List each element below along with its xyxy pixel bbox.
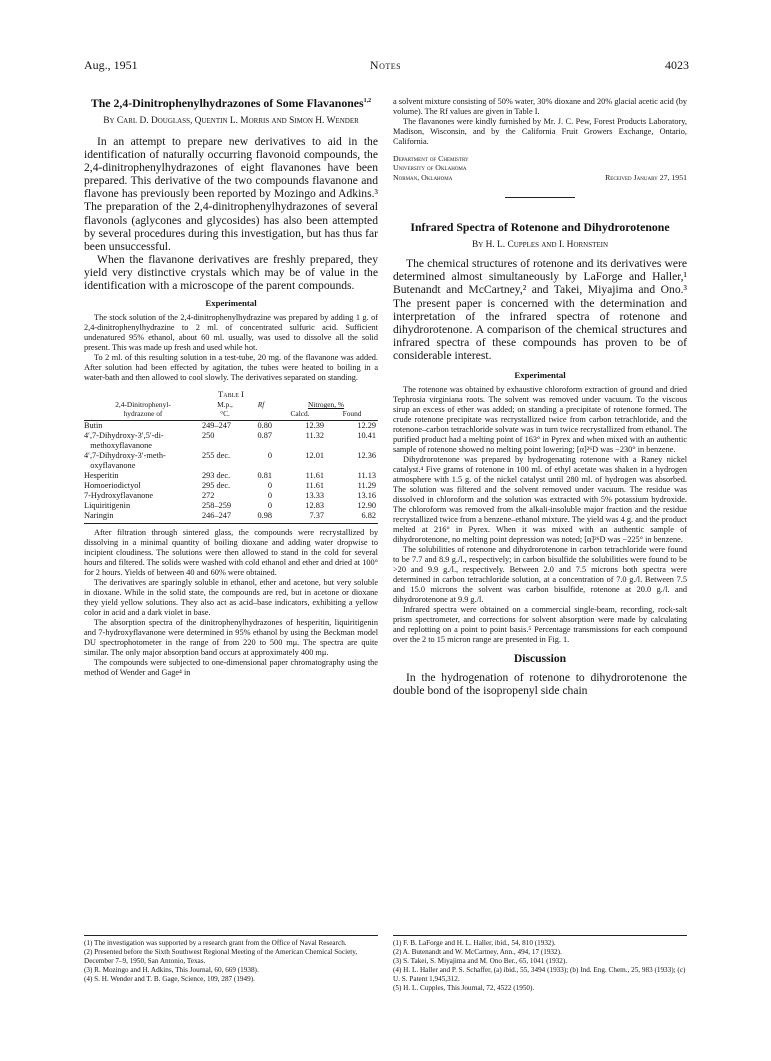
discussion-paragraph: In the hydrogenation of rotenone to dihydrorotenone the double bond of the isopropenyl side chain <box>393 670 687 698</box>
table-cell-calcd: 7.37 <box>309 511 324 521</box>
experimental-heading-right: Experimental <box>514 369 566 380</box>
experimental-paragraph: The solubilities of rotenone and dihydrorotenone in carbon tetrachloride were found to be 7.7 and 8.9 g./l., respectively; in carbon bisulfide the solubilities were found to be >20 and 9.9 g./l., respectively. Between 2.0 and 7.5 microns both spectra were determined in carbon tetrachloride solution, at a concentration of 7.0 g./l. Between 7.5 and 15.0 microns the solvent was carbon bisulfide, rotenone at 20.0 g./l. and dihydrorotenone at 9.9 g./l. <box>393 544 687 604</box>
footnote: (1) F. B. LaForge and H. L. Haller, ibid., 54, 810 (1932). <box>393 939 556 947</box>
table-cell-calcd: 13.33 <box>305 491 324 501</box>
footnotes-left <box>84 935 378 984</box>
table-cell-compound: Liquiritigenin <box>84 501 131 511</box>
table-cell-found: 12.36 <box>357 451 376 461</box>
table-header-nitrogen: Nitrogen, % <box>307 400 345 410</box>
intro-paragraph: When the flavanone derivatives are freshly prepared, they yield very distinctive crystals which may be of value in the identification with a microscope of the parent compounds. <box>84 252 378 293</box>
affiliation-city: Norman, Oklahoma <box>393 172 453 182</box>
authors-rotenone: H. L. Cupples and I. Hornstein <box>485 240 609 251</box>
table-row <box>84 451 378 471</box>
table-caption: Table I <box>218 389 244 400</box>
article-title-footnote-marks: 1,2 <box>363 98 372 105</box>
affiliation-block <box>393 154 687 182</box>
table-row <box>84 491 378 501</box>
article-separator <box>505 197 575 198</box>
table-cell-rf: 0 <box>267 451 272 461</box>
table-cell-mp: 258–259 <box>202 501 232 511</box>
table-header-nitrogen-group <box>274 401 378 418</box>
experimental-paragraph: Infrared spectra were obtained on a commercial single-beam, recording, rock-salt prism spectrometer, and corrections for solvent absorption were made by calculating and replotting on a point to point basis.⁵ Percentage transmissions for each compound over the 2 to 15 micron range are presented in Fig. 1. <box>393 604 687 644</box>
table-cell-calcd: 11.32 <box>305 431 324 441</box>
table-header-mp: M.p., °C. <box>217 400 233 418</box>
intro-flavanones <box>84 135 378 292</box>
results-paragraph: The absorption spectra of the dinitrophenylhydrazones of hesperitin, liquiritigenin and 7-hydroxyflavanone were determined in 95% ethanol by using the Beckman model DU spectrophotometer in the range of from 220 to 500 mμ. The spectra are quite similar. The only major absorption band occurs at approximately 400 mμ. <box>84 618 378 658</box>
discussion-heading: Discussion <box>513 651 567 665</box>
experimental-paragraph: The rotenone was obtained by exhaustive chloroform extraction of ground and dried Tephrosia virginiana roots. The solvent was removed under vacuum. To the viscous sirup an excess of ether was added; on standing a precipitate of rotenone formed. The crude rotenone precipitate was recrystallized twice from carbon tetrachloride, and the rotenone–carbon tetrachloride solvate was in turn twice recrystallized from ethanol. The purified product had a melting point of 163° in Pyrex and when mixed with an authentic sample of rotenone showed no melting point lowering; [α]²⁶D was −230° in benzene. <box>393 384 687 454</box>
intro-rotenone <box>393 257 687 362</box>
footnote: (2) A. Butenandt and W. McCartney, Ann., 494, 17 (1932). <box>393 947 562 956</box>
table-cell-rf: 0.87 <box>257 431 272 441</box>
byline-by: By <box>471 240 484 251</box>
table-cell-calcd: 12.01 <box>305 451 324 461</box>
results-paragraph: The compounds were subjected to one-dimensional paper chromatography using the method of Wender and Gage⁴ in <box>84 658 378 678</box>
table-cell-mp: 250 <box>202 431 215 441</box>
table-cell-calcd: 11.61 <box>305 471 324 481</box>
affiliation-university: University of Oklahoma <box>393 163 467 173</box>
table-cell-mp: 249–247 <box>202 421 232 431</box>
table-cell-found: 10.41 <box>357 431 376 441</box>
byline-rotenone <box>393 240 687 251</box>
byline-by: By <box>103 116 115 126</box>
continuation-paragraph: a solvent mixture consisting of 50% water, 30% dioxane and 20% glacial acetic acid (by volume). The Rf values are given in Table I. <box>393 97 687 116</box>
table-cell-mp: 255 dec. <box>202 451 231 461</box>
results-paragraph: The derivatives are sparingly soluble in ethanol, ether and acetone, but very soluble in dioxane. While in the solid state, the compounds are red, but in acetone or dioxane they yield yellow solutions. They also act as acid–base indicators, exhibiting a yellow color in acid and a dark violet in base. <box>84 578 378 618</box>
table-cell-compound: 4′,7-Dihydroxy-3′-meth- oxyflavanone <box>84 451 166 471</box>
table-cell-found: 6.82 <box>361 511 376 521</box>
table-cell-calcd: 11.61 <box>305 481 324 491</box>
header-page-number: 4023 <box>665 58 689 72</box>
table-cell-calcd: 12.83 <box>305 501 324 511</box>
table-header-compound: 2,4-Dinitrophenyl- hydrazone of <box>115 400 171 418</box>
table-cell-calcd: 12.39 <box>305 421 324 431</box>
table-cell-rf: 0.98 <box>257 511 272 521</box>
table-header-found: Found <box>342 408 362 418</box>
results-paragraph: After filtration through sintered glass, the compounds were recrystallized by dissolving in a minimal quantity of boiling dioxane and adding water dropwise to incipient cloudiness. The solutions were then allowed to stand in the cold for several hours and filtered. The solids were washed with cold ethanol and ether and dried at 100° for 2 hours. Yields of between 40 and 60% were obtained. <box>84 528 378 578</box>
table-row <box>84 511 378 521</box>
table-cell-compound: 7-Hydroxyflavanone <box>84 491 154 501</box>
article-title-flavanones <box>84 97 378 110</box>
experimental-paragraph: Dihydrorotenone was prepared by hydrogenating rotenone with a Raney nickel catalyst.⁴ Five grams of rotenone in 100 ml. of ethyl acetate was shaken in a hydrogen atmosphere with 1.5 g. of the nickel catalyst until 280 ml. of hydrogen was absorbed. The solution was filtered and the solvent removed under vacuum. The residue was dissolved in chloroform and the solution was extracted with 5% potassium hydroxide. The chloroform was removed from the alkali-insoluble major fraction and the residue recrystallized twice from a benzene–ethanol mixture. The yield was 4 g. and the product melted at 216° in Pyrex. When it was mixed with an authentic sample of dihydrorotenone, no melting point depression was noted; [α]²⁶D was −225° in benzene. <box>393 454 687 544</box>
table-row <box>84 481 378 491</box>
table-cell-found: 12.29 <box>357 421 376 431</box>
table-cell-compound: Hesperitin <box>84 471 119 481</box>
table-cell-rf: 0 <box>267 491 272 501</box>
footnote: (5) H. L. Cupples, This Journal, 72, 4522 (1950). <box>393 983 535 992</box>
experimental-paragraph: The stock solution of the 2,4-dinitrophenylhydrazine was prepared by adding 1 g. of 2,4-dinitrophenylhydrazine to 2 ml. of concentrated sulfuric acid. Sufficient undenatured 95% ethanol, about 60 ml. usually, was used to dissolve all the solid present. This was made up fresh and used while hot. <box>84 313 378 353</box>
acknowledgment-paragraph: The flavanones were kindly furnished by Mr. J. C. Pew, Forest Products Laboratory, Madison, Wisconsin, and by the California Fruit Growers Exchange, Ontario, California. <box>393 117 687 146</box>
footnotes-right <box>393 935 687 992</box>
experimental-paragraph: To 2 ml. of this resulting solution in a test-tube, 20 mg. of the flavanone was added. After solution had been effected by agitation, the tubes were heated to boiling in a water-bath and then allowed to cool slowly. The derivatives separated on standing. <box>84 353 378 383</box>
table-cell-found: 13.16 <box>357 491 376 501</box>
table-cell-mp: 246–247 <box>202 511 232 521</box>
left-column <box>84 97 378 678</box>
table-row <box>84 471 378 481</box>
header-date: Aug., 1951 <box>84 58 138 72</box>
table-cell-compound: 4′,7-Dihydroxy-3′,5′-di- methoxyflavanone <box>84 431 164 451</box>
table-cell-found: 12.90 <box>357 501 376 511</box>
table-cell-compound: Homoeriodictyol <box>84 481 141 491</box>
footnote: (4) H. L. Haller and P. S. Schaffer, (a) ibid., 55, 3494 (1933); (b) Ind. Eng. Chem., 25, 983 (1933); (c) U. S. Patent 1,945,312. <box>393 965 686 983</box>
table-header-calcd: Calcd. <box>290 408 310 418</box>
intro-paragraph: In an attempt to prepare new derivatives to aid in the identification of naturally occurring flavonoid compounds, the 2,4-dinitrophenylhydrazones of eight flavanones have been prepared. This derivative of the two compounds flavanone and flavone has previously been reported by Mozingo and Adkins.³ The preparation of the 2,4-dinitrophenylhydrazones of several flavonols (aglycones and glycosides) has also been attempted by several procedures during this investigation, but has thus far been unsuccessful. <box>84 135 378 253</box>
right-column <box>393 97 687 697</box>
table-header-rf: Rf <box>257 400 265 410</box>
article-title-rotenone: Infrared Spectra of Rotenone and Dihydrorotenone <box>410 220 670 235</box>
footnote: (2) Presented before the Sixth Southwest Regional Meeting of the American Chemical Society, December 7–9, 1950, San Antonio, Texas. <box>84 947 358 965</box>
table-cell-mp: 295 dec. <box>202 481 231 491</box>
table-cell-found: 11.29 <box>357 481 376 491</box>
byline-flavanones <box>84 116 378 127</box>
table-cell-mp: 272 <box>202 491 215 501</box>
intro-paragraph: The chemical structures of rotenone and its derivatives were determined almost simultaneously by LaForge and Haller,¹ Butenandt and McCartney,² and Takei, Miyajima and Ono.³ The present paper is concerned with the determination and interpretation of the infrared spectra of rotenone and dihydrorotenone. A comparison of the chemical structures and infrared spectra of these compounds has proven to be of considerable interest. <box>393 257 687 362</box>
header-section: Notes <box>369 58 402 72</box>
table-cell-rf: 0.81 <box>257 471 272 481</box>
table-cell-rf: 0 <box>267 501 272 511</box>
footnote: (3) S. Takei, S. Miyajima and M. Ono Ber., 65, 1041 (1932). <box>393 956 568 965</box>
table-cell-mp: 293 dec. <box>202 471 231 481</box>
table-cell-compound: Butin <box>84 421 103 431</box>
table-row <box>84 501 378 511</box>
table-cell-rf: 0 <box>267 481 272 491</box>
article-title-text: The 2,4-Dinitrophenylhydrazones of Some Flavanones <box>90 96 364 110</box>
authors-flavanones: Carl D. Douglass, Quentin L. Morris and Simon H. Wender <box>116 116 359 126</box>
table-cell-found: 11.13 <box>357 471 376 481</box>
table-cell-rf: 0.80 <box>257 421 272 431</box>
footnote: (3) R. Mozingo and H. Adkins, This Journal, 60, 669 (1938). <box>84 965 259 974</box>
footnote: (1) The investigation was supported by a research grant from the Office of Naval Research. <box>84 939 347 947</box>
experimental-heading-left: Experimental <box>205 298 257 309</box>
table-row <box>84 431 378 451</box>
affiliation-department: Department of Chemistry <box>393 154 469 163</box>
footnote: (4) S. H. Wender and T. B. Gage, Science, 109, 287 (1949). <box>84 974 255 983</box>
table-cell-compound: Naringin <box>84 511 114 521</box>
table-dinitrophenylhydrazones <box>84 401 378 521</box>
table-row <box>84 421 378 432</box>
received-date: Received January 27, 1951 <box>605 172 687 182</box>
